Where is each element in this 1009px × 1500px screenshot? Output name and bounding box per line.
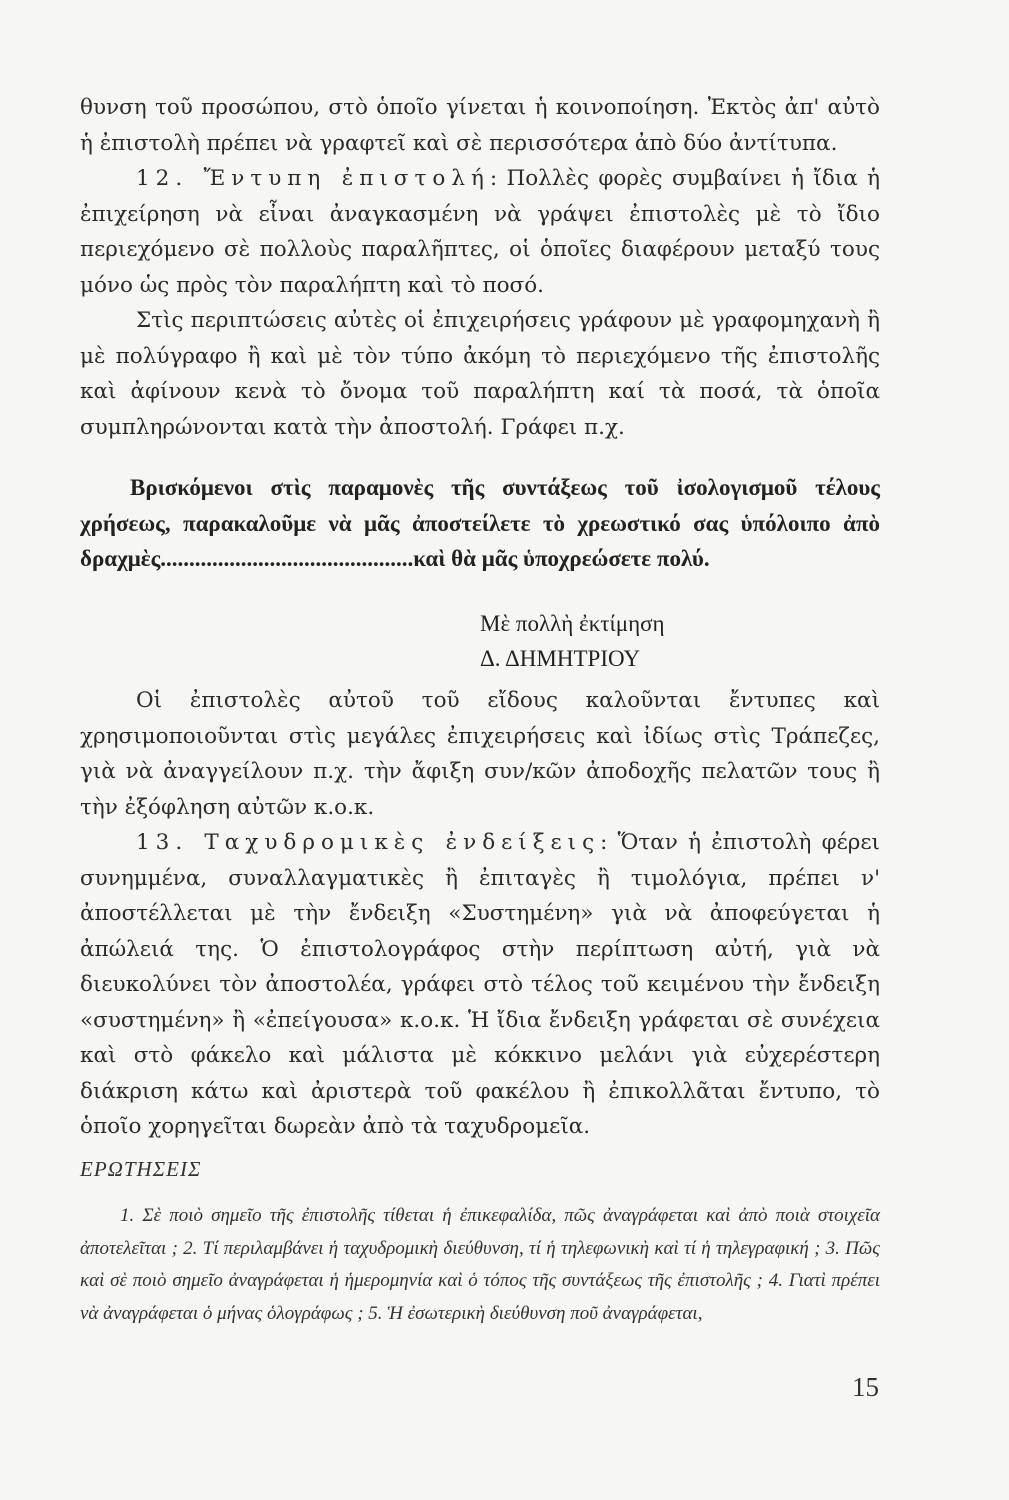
questions-heading: ΕΡΩΤΗΣΕΙΣ bbox=[80, 1157, 202, 1181]
paragraph-continuation: θυνση τοῦ προσώπου, στὸ ὁποῖο γίνεται ἡ κοινοποίηση. Ἐκτὸς ἀπ' αὐτὸ ἡ ἐπιστολὴ πρέπει νὰ γραφτεῖ καὶ σὲ περισσότερα ἀπὸ δύο ἀντίτυπα. bbox=[80, 95, 880, 156]
sample-letter-body: Βρισκόμενοι στὶς παραμονὲς τῆς συντάξεως τοῦ ἰσολογισμοῦ τέλους χρήσεως, παρακαλοῦμε νὰ μᾶς ἀποστείλετε τὸ χρεωστικό σας ὑπόλοιπο ἀπὸ δραχμὲς............................................καὶ θὰ μᾶς ὑποχρεώσετε πολύ. bbox=[80, 475, 880, 571]
paragraph-item-12 bbox=[80, 161, 880, 303]
item-13-text: : Ὅταν ἡ ἐπιστολὴ φέρει συνημμένα, συναλλαγματικὲς ἢ ἐπιταγὲς ἢ τιμολόγια, πρέπει ν' ἀποστέλλεται μὲ τὴν ἔνδειξη «Συστημένη» γιὰ νὰ ἀποφεύγεται ἡ ἀπώλειά της. Ὁ ἐπιστολογράφος στὴν περίπτωση αὐτή, γιὰ νὰ διευκολύνει τὸν ἀποστολέα, γράφει στὸ τέλος τοῦ κειμένου τὴν ἔνδειξη «συστημένη» ἢ «ἐπείγουσα» κ.ο.κ. Ἡ ἴδια ἔνδειξη γράφεται σὲ συνέχεια καὶ στὸ φάκελο καὶ μάλιστα μὲ κόκκινο μελάνι γιὰ εὐχερέστερη διάκριση κάτω καὶ ἀριστερὰ τοῦ φακέλου ἢ ἐπικολλᾶται ἔντυπο, τὸ ὁποῖο χορηγεῖται δωρεὰν ἀπὸ τὰ ταχυδρομεῖα. bbox=[80, 830, 880, 1139]
letter-closing bbox=[480, 606, 780, 676]
text-block-top bbox=[80, 90, 880, 445]
questions-text: 1. Σὲ ποιὸ σημεῖο τῆς ἐπιστολῆς τίθεται ἡ ἐπικεφαλίδα, πῶς ἀναγράφεται καὶ ἀπὸ ποιὰ στοιχεῖα ἀποτελεῖται ; 2. Τί περιλαμβάνει ἡ ταχυδρομικὴ διεύθυνση, τί ἡ τηλεφωνικὴ καὶ τί ἡ τηλεγραφική ; 3. Πῶς καὶ σὲ ποιὸ σημεῖο ἀναγράφεται ἡ ἡμερομηνία καὶ ὁ τόπος τῆς συντάξεως τῆς ἐπιστολῆς ; 4. Γιατὶ πρέπει νὰ ἀναγράφεται ὁ μήνας ὁλογράφως ; 5. Ἡ ἐσωτερικὴ διεύθυνση ποῦ ἀναγράφεται, bbox=[80, 1205, 880, 1324]
item-12-heading: 12. Ἔντυπη ἐπιστολή bbox=[136, 166, 490, 191]
paragraph-item-13 bbox=[80, 825, 880, 1145]
item-12-text: : Πολλὲς φορὲς συμβαίνει ἡ ἴδια ἡ ἐπιχείρηση νὰ εἶναι ἀναγκασμένη νὰ γράψει ἐπιστολὲς μὲ τὸ ἴδιο περιεχόμενο σὲ πολλοὺς παραλῆπτες, οἱ ὁποῖες διαφέρουν μεταξύ τους μόνο ὡς πρὸς τὸν παραλήπτη καὶ τὸ ποσό. bbox=[80, 166, 880, 298]
questions-block bbox=[80, 1200, 880, 1330]
paragraph-typed-letters: Στὶς περιπτώσεις αὐτὲς οἱ ἐπιχειρήσεις γράφουν μὲ γραφομηχανὴ ἢ μὲ πολύγραφο ἢ καὶ μὲ τὸν τύπο ἀκόμη τὸ περιεχόμενο τῆς ἐπιστολῆς καὶ ἀφίνουν κενὰ τὸ ὄνομα τοῦ παραλήπτη καί τὰ ποσά, τὰ ὁποῖα συμπληρώνονται κατὰ τὴν ἀποστολή. Γράφει π.χ. bbox=[80, 308, 880, 440]
item-13-heading: 13. Ταχυδρομικὲς ἐνδείξεις bbox=[136, 830, 601, 855]
signer-name: Δ. ΔΗΜΗΤΡΙΟΥ bbox=[480, 646, 641, 671]
closing-phrase: Μὲ πολλὴ ἐκτίμηση bbox=[480, 611, 665, 636]
sample-letter bbox=[80, 470, 880, 577]
text-block-bottom bbox=[80, 683, 880, 1145]
page-number: 15 bbox=[852, 1372, 879, 1402]
paragraph-printed-letters: Οἱ ἐπιστολὲς αὐτοῦ τοῦ εἴδους καλοῦνται ἔντυπες καὶ χρησιμοποιοῦνται στὶς μεγάλες ἐπιχειρήσεις καὶ ἰδίως στὶς Τράπεζες, γιὰ νὰ ἀναγγείλουν π.χ. τὴν ἄφιξη συν/κῶν ἀποδοχῆς πελατῶν τους ἢ τὴν ἐξόφληση αὐτῶν κ.ο.κ. bbox=[80, 688, 880, 820]
